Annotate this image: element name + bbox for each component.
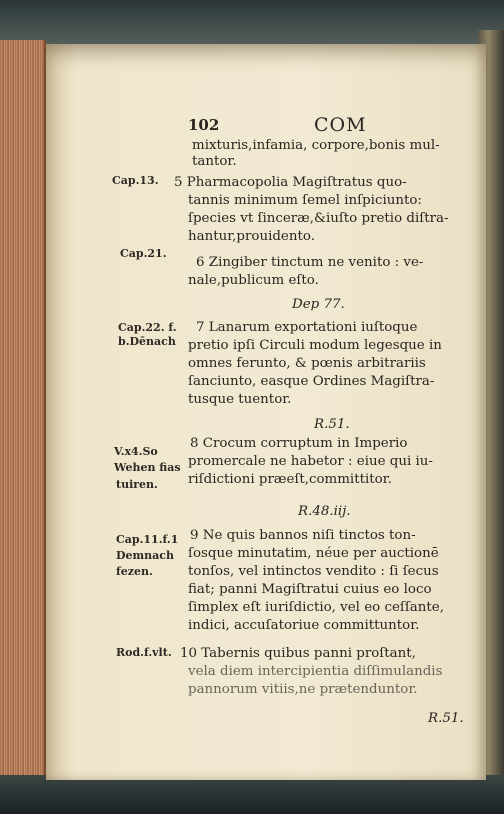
margin-note-cap13: Cap.13.	[112, 174, 159, 187]
text-line: fiat; panni Magiſtratui cuius eo loco	[188, 582, 432, 597]
text-line: 6 Zingiber tinctum ne venito : ve-	[196, 255, 424, 270]
margin-note-denach: b.Dēnach	[118, 335, 176, 348]
text-line: ſosque minutatim, néue per auctionē	[188, 546, 439, 561]
text-line: 8 Crocum corruptum in Imperio	[190, 436, 408, 451]
text-line: riſdictioni præeſt,committitor.	[188, 472, 392, 487]
text-line: 7 Lanarum exportationi iuſtoque	[196, 320, 418, 335]
margin-note-v-so-1: V.x4.So	[114, 445, 158, 458]
text-line: tantor.	[192, 154, 237, 169]
text-line: nale,publicum eſto.	[188, 273, 319, 288]
text-line: tannis minimum ſemel inſpiciunto:	[188, 193, 422, 208]
text-line: hantur,prouidento.	[188, 229, 315, 244]
text-line: omnes ferunto, & pœnis arbitrariis	[188, 356, 426, 371]
text-line: ſanciunto, easque Ordines Magiſtra-	[188, 374, 435, 389]
margin-note-cap11-2: Demnach	[116, 549, 174, 562]
running-head: COM	[314, 114, 367, 136]
margin-note-cap11-3: fezen.	[116, 565, 153, 578]
margin-note-cap11-1: Cap.11.f.1	[116, 533, 179, 546]
text-line: mixturis,infamia, corpore,bonis mul-	[192, 138, 440, 153]
text-line: pretio ipſi Circuli modum legesque in	[188, 338, 442, 353]
text-line: indici, accuſatoriue committuntor.	[188, 618, 420, 633]
book-fore-edge	[0, 40, 46, 780]
margin-note-v-so-3: tuiren.	[116, 478, 158, 491]
text-line: promercale ne habetor : eiue qui iu-	[188, 454, 433, 469]
reference-r48: R.48.iij.	[298, 504, 351, 519]
text-line: tonſos, vel intinctos vendito : ſi ſecus	[188, 564, 439, 579]
reference-dep77: Dep 77.	[292, 297, 345, 312]
margin-note-cap21: Cap.21.	[120, 247, 167, 260]
margin-note-cap22: Cap.22. f.	[118, 321, 177, 334]
text-line: vela diem intercipientia diſſimulandis	[188, 664, 443, 679]
margin-note-v-so-2: Wehen fias	[114, 461, 181, 474]
text-line: 9 Ne quis bannos niſi tinctos ton-	[190, 528, 416, 543]
text-line: pannorum vitiis,ne prætenduntor.	[188, 682, 418, 697]
background-bottom	[0, 775, 504, 814]
text-line: ſpecies vt ſinceræ,&iuſto pretio diſtra-	[188, 211, 449, 226]
text-line: 10 Tabernis quibus panni proſtant,	[180, 646, 416, 661]
page-number: 102	[188, 116, 220, 134]
margin-note-rod: Rod.f.vlt.	[116, 646, 172, 659]
catchword: R.51.	[428, 711, 464, 726]
background-top	[0, 0, 504, 46]
text-line: ſimplex eſt iuriſdictio, vel eo ceſſante,	[188, 600, 444, 615]
text-line: tusque tuentor.	[188, 392, 292, 407]
reference-r51: R.51.	[314, 417, 350, 432]
text-line: 5 Pharmacopolia Magiſtratus quo-	[174, 175, 407, 190]
